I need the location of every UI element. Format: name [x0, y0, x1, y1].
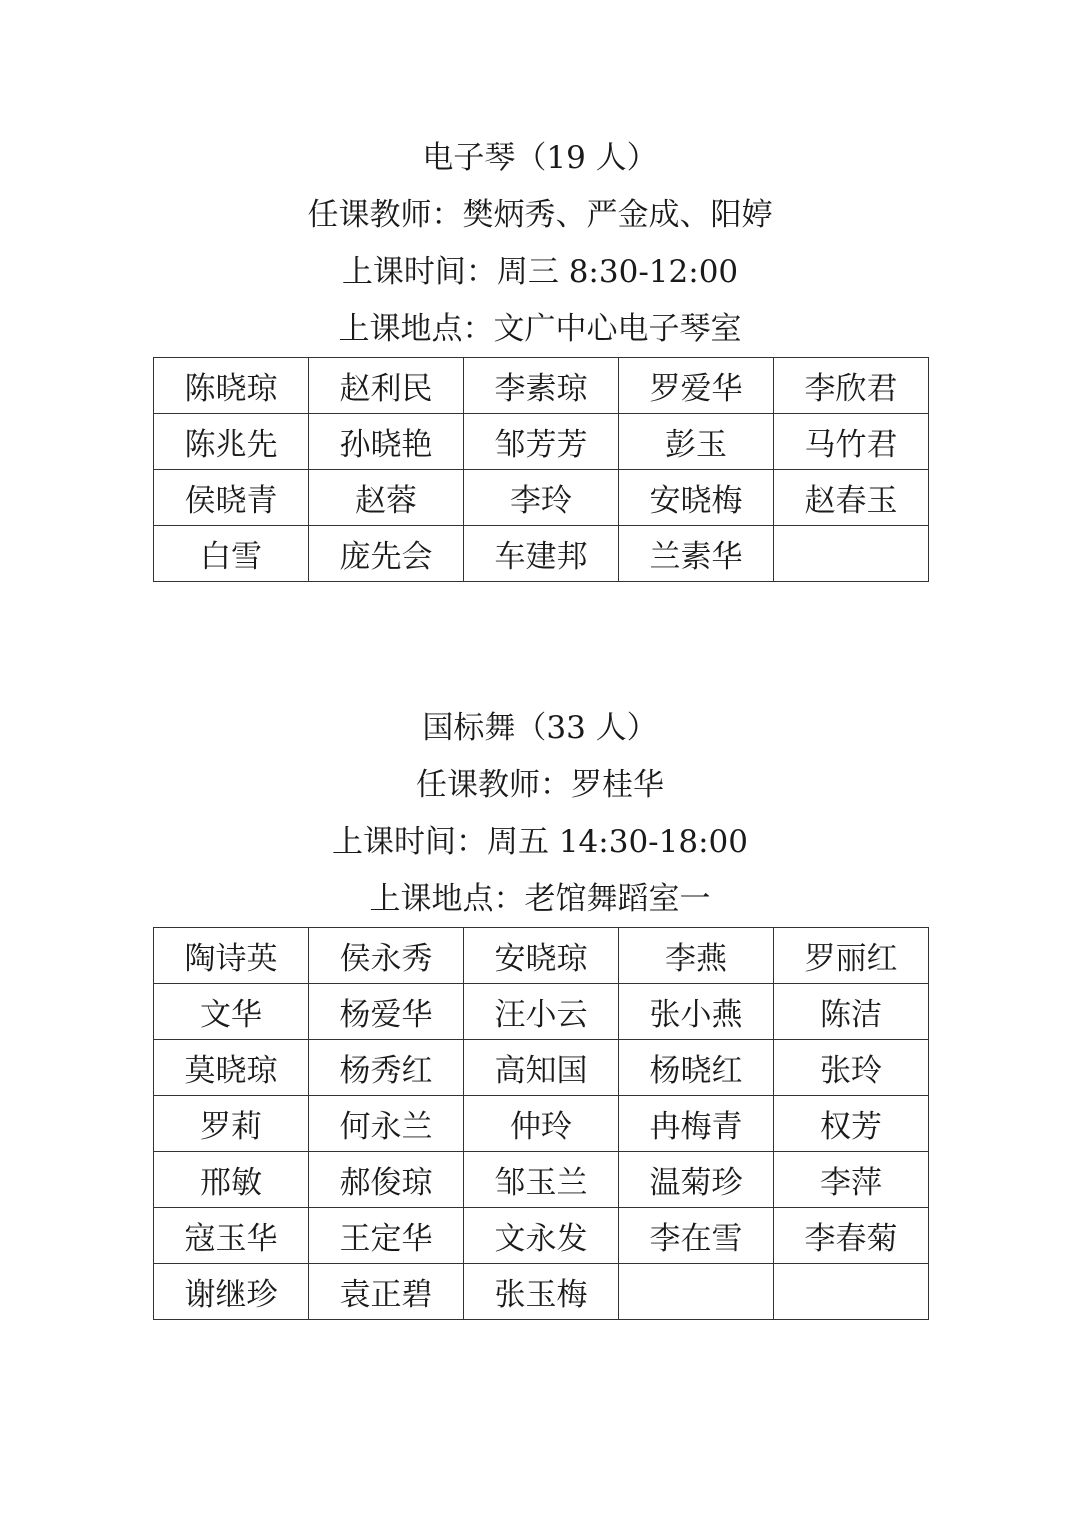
student-name-cell: 仲玲	[464, 1096, 619, 1152]
empty-cell	[619, 1264, 774, 1320]
student-name-cell: 罗爱华	[619, 358, 774, 414]
student-name-cell: 邹芳芳	[464, 414, 619, 470]
student-name-cell: 张玲	[774, 1040, 929, 1096]
student-name-cell: 冉梅青	[619, 1096, 774, 1152]
table-row	[154, 526, 929, 582]
student-name-cell: 李春菊	[774, 1208, 929, 1264]
student-name-cell: 李在雪	[619, 1208, 774, 1264]
location-line: 上课地点：老馆舞蹈室一	[369, 881, 711, 917]
table-row	[154, 928, 929, 984]
student-name-cell: 张玉梅	[464, 1264, 619, 1320]
table-row	[154, 470, 929, 526]
student-name-cell: 李玲	[464, 470, 619, 526]
teachers-line: 任课教师：樊炳秀、严金成、阳婷	[307, 197, 773, 233]
student-name-cell: 杨晓红	[619, 1040, 774, 1096]
student-name-cell: 谢继珍	[154, 1264, 309, 1320]
student-roster-table	[153, 357, 929, 582]
teachers-line: 任课教师：罗桂华	[416, 767, 664, 803]
student-name-cell: 赵春玉	[774, 470, 929, 526]
student-name-cell: 权芳	[774, 1096, 929, 1152]
student-name-cell: 文永发	[464, 1208, 619, 1264]
table-row	[154, 1208, 929, 1264]
student-name-cell: 罗丽红	[774, 928, 929, 984]
time-line: 上课时间：周五 14:30-18:00	[331, 824, 748, 860]
table-row	[154, 1264, 929, 1320]
empty-cell	[774, 1264, 929, 1320]
student-name-cell: 罗莉	[154, 1096, 309, 1152]
student-name-cell: 李欣君	[774, 358, 929, 414]
student-name-cell: 庞先会	[309, 526, 464, 582]
student-name-cell: 杨秀红	[309, 1040, 464, 1096]
student-name-cell: 邢敏	[154, 1152, 309, 1208]
student-name-cell: 陈晓琼	[154, 358, 309, 414]
section-title: 电子琴（19 人）	[422, 140, 658, 176]
ballroom-dance-section	[0, 700, 1080, 1313]
table-row	[154, 984, 929, 1040]
student-name-cell: 安晓琼	[464, 928, 619, 984]
student-name-cell: 李燕	[619, 928, 774, 984]
student-name-cell: 高知国	[464, 1040, 619, 1096]
student-name-cell: 赵蓉	[309, 470, 464, 526]
empty-cell	[774, 526, 929, 582]
student-name-cell: 侯永秀	[309, 928, 464, 984]
table-row	[154, 1040, 929, 1096]
student-name-cell: 车建邦	[464, 526, 619, 582]
student-name-cell: 李萍	[774, 1152, 929, 1208]
student-name-cell: 袁正碧	[309, 1264, 464, 1320]
student-name-cell: 安晓梅	[619, 470, 774, 526]
student-name-cell: 陶诗英	[154, 928, 309, 984]
student-name-cell: 张小燕	[619, 984, 774, 1040]
student-name-cell: 温菊珍	[619, 1152, 774, 1208]
location-line: 上课地点：文广中心电子琴室	[338, 311, 742, 347]
time-line: 上课时间：周三 8:30-12:00	[341, 254, 739, 290]
student-name-cell: 寇玉华	[154, 1208, 309, 1264]
student-name-cell: 赵利民	[309, 358, 464, 414]
student-name-cell: 侯晓青	[154, 470, 309, 526]
section-title: 国标舞（33 人）	[422, 710, 658, 746]
student-name-cell: 何永兰	[309, 1096, 464, 1152]
student-roster-table	[153, 927, 929, 1320]
student-name-cell: 郝俊琼	[309, 1152, 464, 1208]
student-name-cell: 兰素华	[619, 526, 774, 582]
student-name-cell: 彭玉	[619, 414, 774, 470]
student-name-cell: 杨爱华	[309, 984, 464, 1040]
student-name-cell: 李素琼	[464, 358, 619, 414]
table-row	[154, 358, 929, 414]
student-name-cell: 陈洁	[774, 984, 929, 1040]
student-name-cell: 白雪	[154, 526, 309, 582]
student-name-cell: 莫晓琼	[154, 1040, 309, 1096]
student-name-cell: 汪小云	[464, 984, 619, 1040]
table-row	[154, 1096, 929, 1152]
student-name-cell: 陈兆先	[154, 414, 309, 470]
student-name-cell: 王定华	[309, 1208, 464, 1264]
table-row	[154, 1152, 929, 1208]
student-name-cell: 文华	[154, 984, 309, 1040]
student-name-cell: 马竹君	[774, 414, 929, 470]
student-name-cell: 孙晓艳	[309, 414, 464, 470]
student-name-cell: 邹玉兰	[464, 1152, 619, 1208]
table-row	[154, 414, 929, 470]
electronic-keyboard-section	[0, 130, 1080, 575]
